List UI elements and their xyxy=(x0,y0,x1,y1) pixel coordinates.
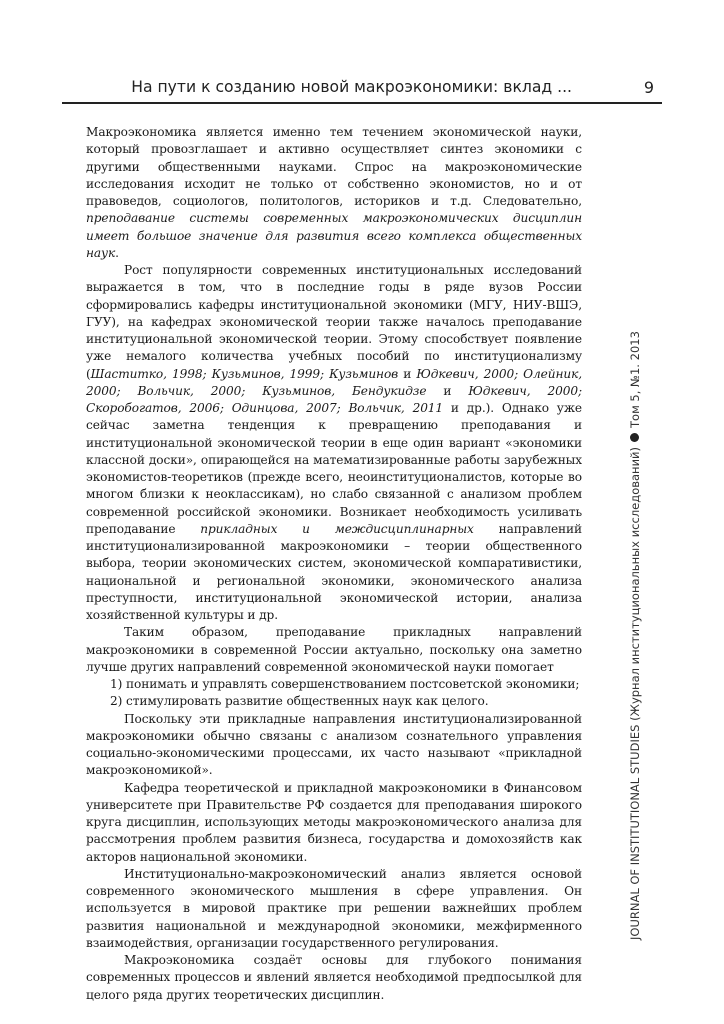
paragraph-3: Таким образом, преподавание прикладных направлений макроэкономики в современной России актуально, поскольку она заметно лучше других направлений современной экономической науки помогает xyxy=(86,625,582,674)
paragraph-4: Поскольку эти прикладные направления институционализированной макроэкономики обычно связаны с анализом сознательного управления социально-экономическими процессами, их часто называют «прикладной макроэкономикой». xyxy=(86,711,582,778)
p1-text: Макроэкономика является именно тем течением экономической науки, который провозглашает и активно осуществляет синтез экономики с другими общественными науками. Спрос на макроэкономические исследования исходит не только от собственно экономистов, но и от правоведов, социологов, политологов, историков и т.д. Следовательно, xyxy=(86,125,582,208)
p2-text-c: направлений институционализированной макроэкономики – теории общественного выбора, теории экономических систем, экономической компаративистики, национальной и региональной экономики, экономического анализа преступности, институциональной экономической истории, анализа хозяйственной культуры и др. xyxy=(86,521,583,622)
paragraph-5: Кафедра теоретической и прикладной макроэкономики в Финансовом университете при Правительстве РФ создается для преподавания широкого круга дисциплин, использующих методы макроэкономического анализа для рассмотрения проблем развития бизнеса, государства и домохозяйств как акторов национальной экономики. xyxy=(86,780,582,864)
p2-text-a: Рост популярности современных институциональных исследований выражается в том, что в последние годы в ряде вузов России сформировались кафедры институциональной экономики (МГУ, НИУ-ВШЭ, ГУУ), на кафедрах экономической теории также началось преподавание институциональной экономической теории. Этому способствует появление уже немалого количества учебных пособий по институционализму ( xyxy=(86,263,582,381)
p1-emphasis: преподавание системы современных макроэкономических дисциплин имеет большое значение для развития всего комплекса общественных наук xyxy=(86,211,582,260)
paragraph-2 xyxy=(86,262,582,624)
journal-volume: Том 5, №1. 2013 xyxy=(628,331,642,428)
running-header xyxy=(62,72,662,104)
p1-end: . xyxy=(115,245,119,260)
header-title: На пути к созданию новой макроэкономики: вклад ... xyxy=(131,78,572,96)
p2-and-2: и xyxy=(426,383,469,398)
list-item: 1) понимать и управлять совершенствованием постсоветской экономики; xyxy=(110,677,580,691)
bullet-dot-icon xyxy=(630,433,639,442)
p2-and-1: и xyxy=(398,366,417,381)
p2-citation-1: Шаститко, 1998; Кузьминов, 1999; Кузьминов xyxy=(90,366,399,381)
article-body xyxy=(86,124,582,1004)
paragraph-7: Макроэкономика создаёт основы для глубокого понимания современных процессов и явлений является необходимой предпосылкой для целого ряда других теоретических дисциплин. xyxy=(86,953,582,1002)
paragraph-6: Институционально-макроэкономический анализ является основой современного экономического мышления в сфере управления. Он используется в мировой практике при решении важнейших проблем развития национальной и международной экономики, межфирменного взаимодействия, организации государственного регулирования. xyxy=(86,866,582,950)
p2-text-b: и др.). Однако уже сейчас заметна тенденция к превращению преподавания и институциональной экономической теории в еще один вариант «экономики классной доски», опирающейся на математизированные работы зарубежных экономистов-теоретиков (прежде всего, неоинституционалистов, которые во многом близки к неоклассикам), но слабо связанной с анализом проблем современной российской экономики. Возникает необходимость усиливать преподавание xyxy=(86,401,582,536)
page-number: 9 xyxy=(643,78,654,97)
journal-name: JOURNAL OF INSTITUTIONAL STUDIES (Журнал институциональных исследований) xyxy=(628,446,642,940)
journal-sidebar xyxy=(626,220,644,940)
p2-emphasis: прикладных и междисциплинарных xyxy=(200,521,474,536)
list-item: 2) стимулировать развитие общественных наук как целого. xyxy=(110,694,489,709)
p2-citation-2: Юдкевич, 2000; Олейник, 2000; Вольчик, 2000; Кузьминов, Бендукидзе xyxy=(86,366,582,398)
p2-citation-3: Юдкевич, 2000; Скоробогатов, 2006; Одинцова, 2007; Вольчик, 2011 xyxy=(86,383,582,415)
paragraph-1 xyxy=(86,124,582,262)
